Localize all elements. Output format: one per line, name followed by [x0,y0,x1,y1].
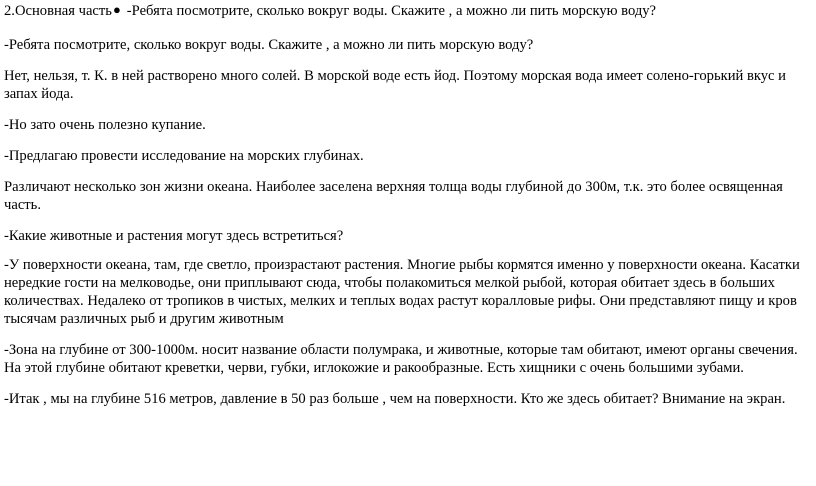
paragraph-research: -Предлагаю провести исследование на морских глубинах. [4,148,364,164]
paragraph-answer-salt: Нет, нельзя, т. К. в ней растворено много солей. В морской воде есть йод. Поэтому морская вода имеет солено-горький вкус и запах йода. [4,68,786,102]
paragraph-twilight-zone: -Зона на глубине от 300-1000м. носит название области полумрака, и животные, которые там обитают, имеют органы свечения. На этой глубине обитают креветки, черви, губки, иглокожие и ракообразные. Есть хищники с очень большими зубами. [4,342,798,376]
paragraph-ocean-zones: Различают несколько зон жизни океана. Наиболее заселена верхняя толща воды глубиной до 300м, т.к. это более освященная часть. [4,179,783,213]
paragraph-depth-516: -Итак , мы на глубине 516 метров, давление в 50 раз больше , чем на поверхности. Кто же здесь обитает? Внимание на экран. [4,391,786,407]
paragraph-question-animals: -Какие животные и растения могут здесь встретиться? [4,228,344,244]
section-heading [4,0,812,36]
paragraph-question-water: -Ребята посмотрите, сколько вокруг воды. Скажите , а можно ли пить морскую воду? [4,37,534,53]
paragraph-surface-life: -У поверхности океана, там, где светло, произрастают растения. Многие рыбы кормятся именно у поверхности океана. Касатки нередкие гости на мелководье, они приплывают сюда, чтобы полакомиться мелкой рыбой, которая обитает здесь в больших количествах. Недалеко от тропиков в чистых, мелких и теплых водах растут коралловые рифы. Они представляют пищу и кров тысячам различных рыб и другим животным [4,257,800,327]
paragraph-swimming: -Но зато очень полезно купание. [4,117,206,133]
document-page [4,0,812,421]
heading-prefix: 2.Основная часть [4,3,112,19]
bullet-icon: ● [112,2,121,17]
heading-text: -Ребята посмотрите, сколько вокруг воды. Скажите , а можно ли пить морскую воду? [126,3,657,19]
